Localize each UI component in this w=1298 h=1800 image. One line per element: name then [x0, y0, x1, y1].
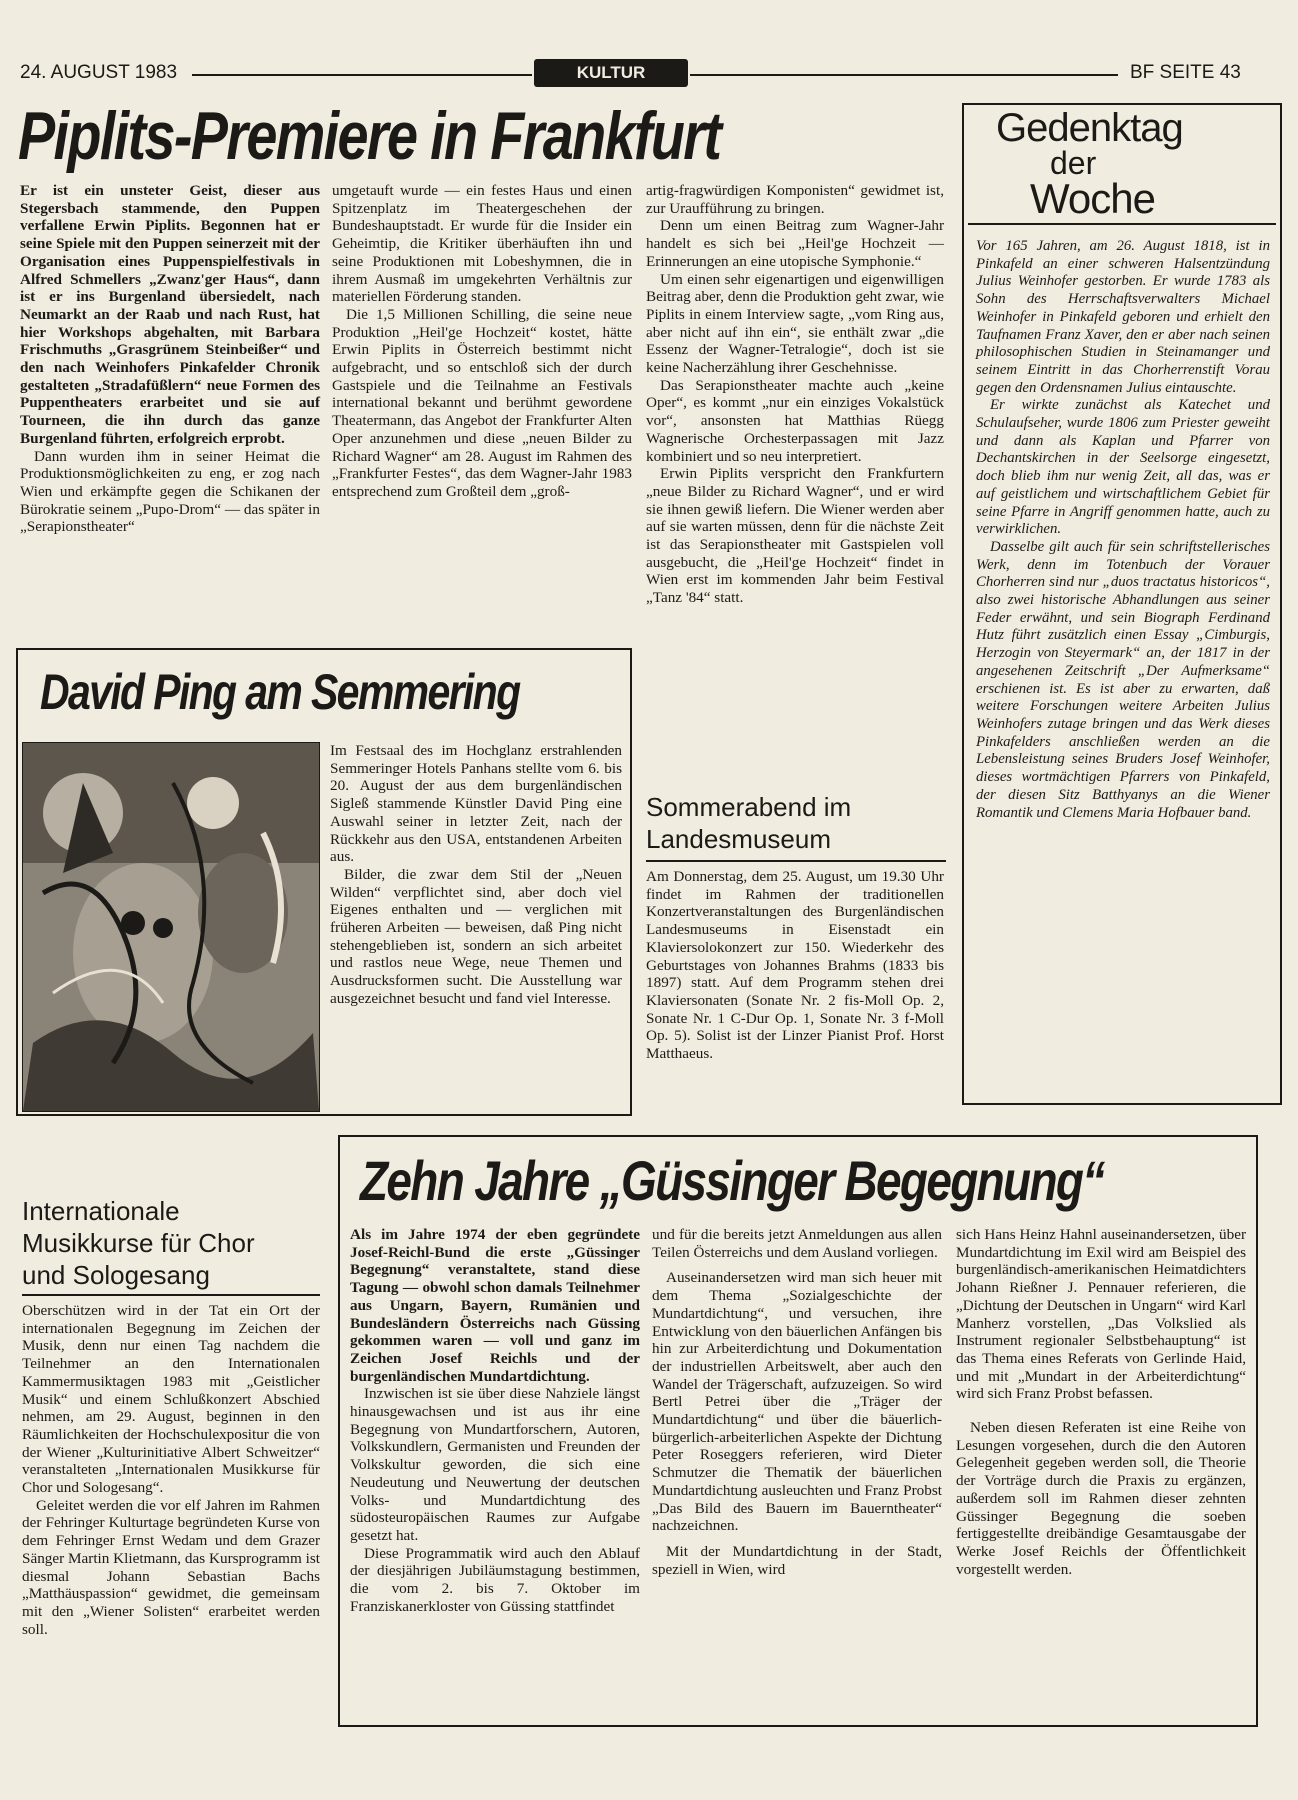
- sommerabend-body: [646, 868, 944, 1063]
- gedenktag-title-3: Woche: [1030, 175, 1155, 222]
- paragraph: Das Serapionstheater machte auch „keine Oper“, es kommt „nur ein einziges Vokalstück vor“, ansonsten hat Matthias Rüegg Wagnerische Orchesterpassagen mit Jazz kombiniert und so neu interpretiert.: [646, 376, 944, 465]
- paragraph: und für die bereits jetzt Anmeldungen aus allen Teilen Österreichs und dem Ausland vorliegen.: [652, 1226, 942, 1261]
- main-headline: Piplits-Premiere in Frankfurt: [18, 98, 721, 174]
- paragraph: Dann wurden ihm in seiner Heimat die Produktionsmöglichkeiten zu eng, er zog nach Wien und erkämpfte gegen die Schikanen der Bürokratie seinem „Pupo-Drom“ — das später in „Serapionstheater“: [20, 447, 320, 536]
- paragraph: Auseinandersetzen wird man sich heuer mit dem Thema „Sozialgeschichte der Mundartdichtung“, und versuchen, ihre Entwicklung von den bäuerlichen Anfängen bis hin zur Arbeiterdichtung und Dokumentation der industriellen Arbeitswelt, aber auch den Wandel der Trägerschaft, aufzuzeigen. So wird Bertl Petrei über die „Träger der Mundartdichtung“ und über die bäuerlich-bürgerlich-arbeiterlichen Aspekte der Dichtung Peter Roseggers referieren, wird Dieter Schmutzer die Thematik der bäuerlichen Mundartdichtung ausleuchten und Franz Probst „Das Bild des Bauern im Bauerntheater“ nachzeichnen.: [652, 1269, 942, 1535]
- paragraph: Dasselbe gilt auch für sein schriftstellerisches Werk, denn im Totenbuch der Vorauer Chorherren sind nur „duos tractatus historicos“, also zwei historische Abhandlungen aus seiner Feder erwähnt, und sein Biograph Ferdinand Hutz führt zusätzlich einen Essay „Cimburgis, Herzogin von Steyermark“ an, der 1817 in der angesehenen Zeitschrift „Der Aufmerksame“ erschienen ist. Es ist aber zu erwarten, daß weitere Forschungen weitere Arbeiten Julius Weinhofers zutage bringen und das Werk dieses Pinkafelders anschließen werden an die Lebensleistung seines Bruders Josef Weinhofer, dieses wortmächtigen Pfarrers von Pinkafeld, der diesen Sitz Batthyanys an die Wiener Romantik und Clemens Maria Hofbauer band.: [976, 538, 1270, 821]
- main-col-3: [646, 182, 944, 607]
- sommerabend-rule: [646, 860, 946, 862]
- guessing-col-3: [956, 1226, 1246, 1578]
- guessing-col-1: [350, 1226, 640, 1615]
- paragraph: Neben diesen Referaten ist eine Reihe von Lesungen vorgesehen, durch die den Autoren Gelegenheit gegeben werden soll, die Theorie der Vorträge durch die Praxis zu ergänzen, außerdem soll im Rahmen dieser zehnten Güssinger Begegnung die soeben fertiggestellte dreibändige Gesamtausgabe der Werke Josef Reichls der Öffentlichkeit vorgestellt werden.: [956, 1419, 1246, 1578]
- musikkurse-headline-3: und Sologesang: [22, 1260, 210, 1290]
- paragraph: Mit der Mundartdichtung in der Stadt, speziell in Wien, wird: [652, 1542, 942, 1578]
- paragraph: Als im Jahre 1974 der eben gegründete Josef-Reichl-Bund die erste „Güssinger Begegnung“ veranstaltete, stand diese Tagung — obwohl schon damals Teilnehmer aus Ungarn, Bayern, Rumänien und Bundesländern Österreichs nach Güssing gekommen waren — voll und ganz im Zeichen Josef Reichls und der burgenländischen Mundartdichtung.: [350, 1226, 640, 1385]
- sommerabend-headline-1: Sommerabend im: [646, 792, 852, 822]
- gedenktag-title-1: Gedenktag: [996, 106, 1183, 150]
- gedenktag-body: [976, 238, 1270, 822]
- paragraph: Diese Programmatik wird auch den Ablauf der diesjährigen Jubiläumstagung bestimmen, die vom 2. bis 7. Oktober im Franziskanerkloster von Güssing stattfindet: [350, 1544, 640, 1615]
- paragraph: Vor 165 Jahren, am 26. August 1818, ist in Pinkafeld an einer schweren Halsentzündung Julius Weinhofer gestorben. Er wurde 1783 als Sohn des Herrschaftsverwalters Michael Weinhofer in Pinkafeld geboren und erhielt den Taufnamen Franz Xaver, den er aber nach seinen philosophischen Studien in Steinamanger und seinem Eintritt in das Chorherrenstift Vorau gegen den Ordensnamen Julius eintauschte.: [976, 238, 1270, 396]
- paragraph: Bilder, die zwar dem Stil der „Neuen Wilden“ verpflichtet sind, aber doch viel Eigenes enthalten und — verglichen mit früheren Arbeiten — beweisen, daß Ping nicht stehengeblieben ist, sondern an sich arbeitet und rastlos neue Wege, neue Themen und Ausdrucksformen sucht. Die Ausstellung war ausgezeichnet besucht und fand viel Interesse.: [330, 865, 622, 1007]
- musikkurse-body: [22, 1302, 320, 1638]
- paragraph: Geleitet werden die vor elf Jahren im Rahmen der Fehringer Kulturtage begründeten Kurse von dem Fehringer Ernst Wedam und dem Grazer Sänger Martin Klietmann, das Kursprogramm ist diesmal Johann Sebastian Bachs „Matthäuspassion“ gewidmet, die gemeinsam mit den „Wiener Solisten“ erarbeitet werden soll.: [22, 1496, 320, 1638]
- main-col-2: [332, 182, 632, 501]
- paragraph: Er ist ein unsteter Geist, dieser aus Stegersbach stammende, den Puppen verfallene Erwin Piplits. Begonnen hat er seine Spiele mit den Puppen seinerzeit mit der Organisation eines Puppenspielfestivals in Alfred Schmellers „Zwanz'ger Haus“, dann ist er ins Burgenland übersiedelt, nach Neumarkt an der Raab und nach Rust, hat hier Workshops abgehalten, mit Barbara Frischmuths „Grasgrünem Steinbeißer“ und den nach Weinhofers Pinkafelder Chronik gestalteten „Stradafüßlern“ neue Formen des Puppentheaters erarbeitet und sie auf Tourneen, die ihn durch das ganze Burgenland führten, erfolgreich erprobt.: [20, 182, 320, 447]
- header-rule-left: [192, 74, 532, 76]
- section-label: KULTUR: [534, 59, 688, 87]
- paragraph: Er wirkte zunächst als Katechet und Schulaufseher, wurde 1806 zum Priester geweiht und dann als Kaplan und Pfarrer von Dechantskirchen in der Seelsorge eingesetzt, doch blieb ihm nur wenig Zeit, all das, was er auf geistlichem und wirtschaftlichem Gebiet für seine Pfarre in Angriff genommen hatte, auch zu verwirklichen.: [976, 397, 1270, 538]
- paragraph: Am Donnerstag, dem 25. August, um 19.30 Uhr findet im Rahmen der traditionellen Konzertveranstaltungen des Burgenländischen Landesmuseums in Eisenstadt ein Klaviersolokonzert zur 150. Wiederkehr des Geburtstages von Johannes Brahms (1833 bis 1897) statt. Auf dem Programm stehen drei Klaviersonaten (Sonate Nr. 2 fis-Moll Op. 2, Sonate Nr. 1 C-Dur Op. 1, Sonate Nr. 3 f-Moll Op. 5). Solist ist der Linzer Pianist Prof. Horst Matthaeus.: [646, 868, 944, 1063]
- paragraph: Oberschützen wird in der Tat ein Ort der internationalen Begegnung im Zeichen der Musik, denn nur einen Tag nachdem die Teilnehmer an den Internationalen Kammermusiktagen 1983 mit „Geistlicher Musik“ und einem Schlußkonzert Abschied nehmen, am 29. August, beginnen in den Räumlichkeiten der Hochschulexpositur die von der Wiener „Kulturinitiative Albert Schweitzer“ veranstalteten „Internationalen Musikkurse für Chor und Sologesang“.: [22, 1302, 320, 1497]
- paragraph: Um einen sehr eigenartigen und eigenwilligen Beitrag aber, denn die Produktion geht zwar, wie Piplits in einem Interview sagte, „vom Ring aus, aber nicht auf ihn ein“, sie enthält zwar „die Essenz der Wagner-Tetralogie“, doch ist sie keine Nacherzählung ihrer Geschehnisse.: [646, 270, 944, 377]
- paragraph: Denn um einen Beitrag zum Wagner-Jahr handelt es sich bei „Heil'ge Hochzeit — Erinnerungen an eine utopische Symphonie.“: [646, 217, 944, 270]
- main-col-1: [20, 182, 320, 536]
- paragraph: sich Hans Heinz Hahnl auseinandersetzen, über Mundartdichtung im Exil wird am Beispiel des burgenländisch-amerikanischen Heimatdichters Johann Rießner J. Pennauer referieren, die „Dichtung der Deutschen in Ungarn“ wird Karl Manherz vorstellen, „Das Volkslied als Instrument regionaler Selbstbehauptung“ ist das Thema eines Referats von Gerlinde Haid, und mit „Mundart in der Arbeiterdichtung“ wird sich Franz Probst befassen.: [956, 1226, 1246, 1403]
- paragraph: Im Festsaal des im Hochglanz erstrahlenden Semmeringer Hotels Panhans stellte vom 6. bis 20. August der aus dem burgenländischen Sigleß stammende Künstler David Ping eine Auswahl seiner in letzter Zeit, nach der Rückkehr aus den USA, entstandenen Arbeiten aus.: [330, 742, 622, 866]
- paragraph: umgetauft wurde — ein festes Haus und einen Spitzenplatz im Theatergeschehen der Bundeshauptstadt. Er wurde für die Insider ein Geheimtip, die Kritiker überhäuften ihn und seine Produktionen mit Lobeshymnen, die in ihrem Ausmaß im umgekehrten Verhältnis zur materiellen Förderung standen.: [332, 182, 632, 306]
- guessing-col-2: [652, 1226, 942, 1578]
- david-ping-body: [330, 742, 622, 1008]
- header-rule-right: [690, 74, 1118, 76]
- gedenktag-rule: [968, 223, 1276, 225]
- sommerabend-headline-2: Landesmuseum: [646, 824, 831, 854]
- david-ping-headline: David Ping am Semmering: [40, 664, 520, 720]
- paragraph: Inzwischen ist sie über diese Nahziele längst hinausgewachsen und ist aus ihr eine Begegnung von Mundartforschern, Autoren, Volkskundlern, Germanisten und Freunden der Volkskultur geworden, die sich eine Neudeutung und Neuwertung der deutschen Volks- und Mundartdichtung des südosteuropäischen Raumes zur Aufgabe gesetzt hat.: [350, 1385, 640, 1544]
- paragraph: Erwin Piplits verspricht den Frankfurtern „neue Bilder zu Richard Wagner“, und er wird sie ihnen gewiß liefern. Die Wiener werden aber auf sie warten müssen, denn für die nächste Zeit ist das Serapionstheater mit Gastspielen voll ausgebucht, die „Heil'ge Hochzeit“ findet in Wien erst im kommenden Jahr beim Festival „Tanz '84“ statt.: [646, 465, 944, 607]
- paragraph: Die 1,5 Millionen Schilling, die seine neue Produktion „Heil'ge Hochzeit“ kostet, hätte Erwin Piplits in Österreich bestimmt nicht aufgebracht, und so entschloß sich der durch Gastspiele und die Teilnahme an Festivals international bekannt und berühmt gewordene Theatermann, das Angebot der Frankfurter Alten Oper anzunehmen und diese „neuen Bilder zu Richard Wagner“ am 28. August im Rahmen des „Frankfurter Festes“, das dem Wagner-Jahr 1983 entsprechend zum Großteil dem „groß-: [332, 305, 632, 500]
- header-date: 24. AUGUST 1983: [20, 62, 178, 83]
- paragraph: artig-fragwürdigen Komponisten“ gewidmet ist, zur Uraufführung zu bringen.: [646, 182, 944, 217]
- musikkurse-rule: [22, 1294, 320, 1296]
- musikkurse-headline-1: Internationale: [22, 1196, 180, 1226]
- guessing-headline: Zehn Jahre „Güssinger Begegnung“: [360, 1149, 1104, 1212]
- gedenktag-title-2: der: [1050, 145, 1097, 181]
- musikkurse-headline-2: Musikkurse für Chor: [22, 1228, 255, 1258]
- artwork-image: [22, 742, 320, 1112]
- header-page: BF SEITE 43: [1130, 62, 1241, 83]
